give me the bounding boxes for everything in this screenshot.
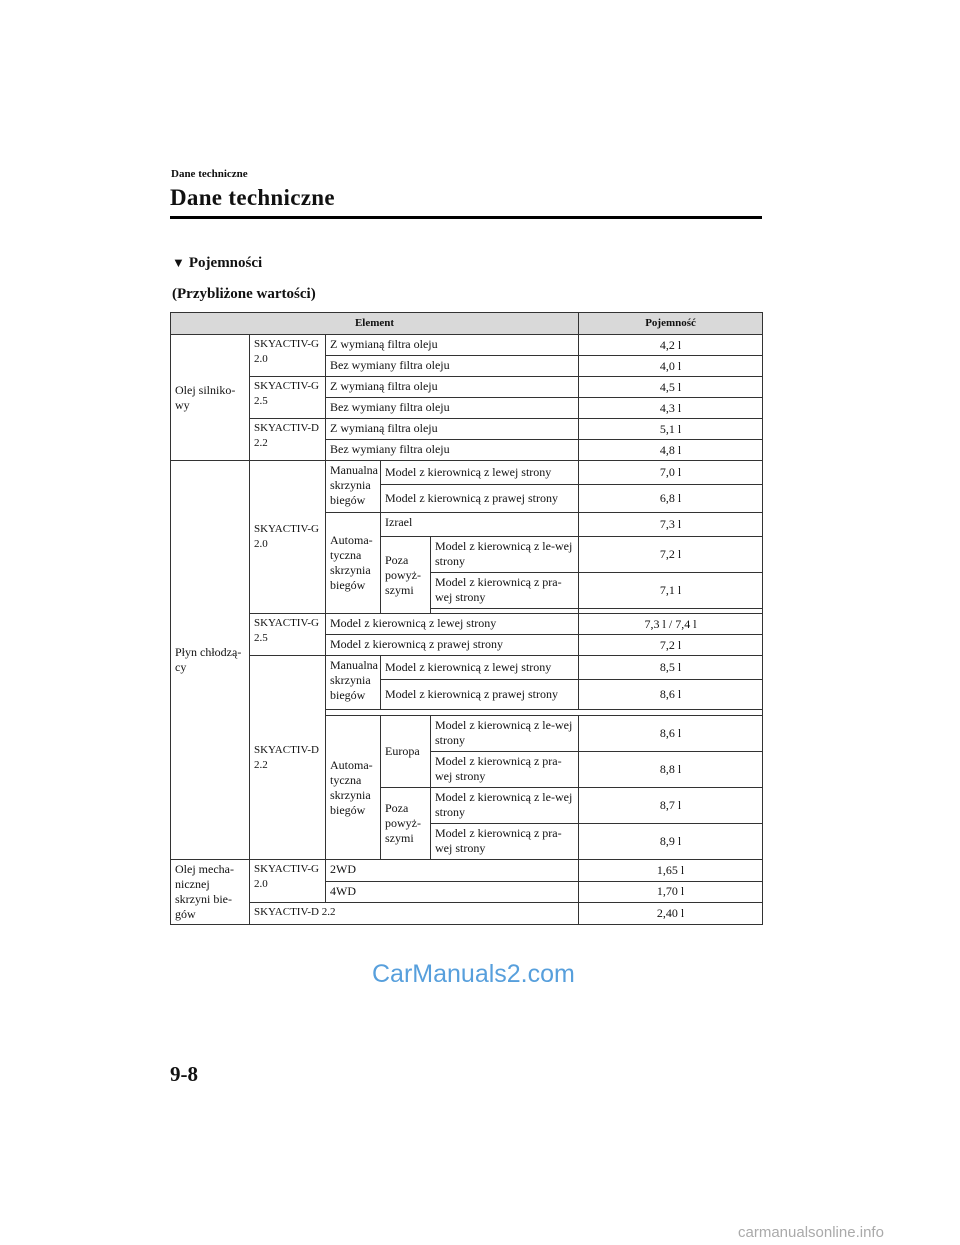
cell-value: 7,1 l	[579, 573, 763, 609]
cell-value: 4,5 l	[579, 377, 763, 398]
cell-value: 8,6 l	[579, 680, 763, 710]
manual-gearbox-label: Manualna skrzynia biegów	[326, 656, 381, 710]
cell-value: 8,6 l	[579, 716, 763, 752]
table-row	[171, 335, 763, 356]
cell-text: Model z kierownicą z pra-wej strony	[431, 752, 579, 788]
automatic-gearbox-label: Automa-tyczna skrzynia biegów	[326, 513, 381, 614]
engine-label: SKYACTIV-G 2.0	[250, 335, 326, 377]
cell-text: Bez wymiany filtra oleju	[326, 398, 579, 419]
market-label: Poza powyż-szymi	[381, 537, 431, 614]
engine-label: SKYACTIV-G 2.0	[250, 461, 326, 614]
manual-gearbox-label: Manualna skrzynia biegów	[326, 461, 381, 513]
cell-text: Model z kierownicą z pra-wej strony	[431, 573, 579, 609]
section-subtitle: (Przybliżone wartości)	[172, 286, 316, 302]
market-label: Poza powyż-szymi	[381, 788, 431, 860]
page-number: 9-8	[170, 1062, 198, 1086]
cell-value: 1,65 l	[579, 860, 763, 882]
cell-text: Model z kierownicą z lewej strony	[326, 614, 579, 635]
footer-watermark: carmanualsonline.info	[738, 1224, 884, 1241]
cell-value: 6,8 l	[579, 485, 763, 513]
cell-text: Model z kierownicą z le-wej strony	[431, 537, 579, 573]
cell-text: Bez wymiany filtra oleju	[326, 356, 579, 377]
capacities-table	[170, 312, 763, 925]
cell-value: 8,5 l	[579, 656, 763, 680]
cell-text: Model z kierownicą z le-wej strony	[431, 788, 579, 824]
cell-value: 8,9 l	[579, 824, 763, 860]
engine-label: SKYACTIV-D 2.2	[250, 656, 326, 860]
engine-label: SKYACTIV-G 2.0	[250, 860, 326, 903]
cell-value: 1,70 l	[579, 881, 763, 903]
cell-text: Z wymianą filtra oleju	[326, 335, 579, 356]
section-heading-text: Pojemności	[188, 255, 263, 271]
cell-value: 8,7 l	[579, 788, 763, 824]
engine-label: SKYACTIV-G 2.5	[250, 377, 326, 419]
cell-text: Model z kierownicą z prawej strony	[381, 680, 579, 710]
engine-label: SKYACTIV-G 2.5	[250, 614, 326, 656]
page-title: Dane techniczne	[170, 185, 335, 210]
cell-value: 5,1 l	[579, 419, 763, 440]
oil-label: Olej silniko-wy	[171, 335, 250, 461]
cell-value: 2,40 l	[579, 903, 763, 925]
table-row	[171, 656, 763, 680]
cell-value: 4,2 l	[579, 335, 763, 356]
gearbox-oil-label: Olej mecha-nicznej skrzyni bie-gów	[171, 860, 250, 925]
cell-value: 7,0 l	[579, 461, 763, 485]
cell-value: 4,8 l	[579, 440, 763, 461]
cell-text: Model z kierownicą z le-wej strony	[431, 716, 579, 752]
cell-text: Z wymianą filtra oleju	[326, 419, 579, 440]
cell-text: Bez wymiany filtra oleju	[326, 440, 579, 461]
table-row	[171, 419, 763, 440]
automatic-gearbox-label: Automa-tyczna skrzynia biegów	[326, 716, 381, 860]
cell-value: 7,3 l	[579, 513, 763, 537]
market-label: Izrael	[381, 513, 579, 537]
cell-text: Model z kierownicą z lewej strony	[381, 656, 579, 680]
cell-value: 4,3 l	[579, 398, 763, 419]
cell-text: 4WD	[326, 881, 579, 903]
section-heading	[172, 255, 262, 272]
cell-value: 7,3 l / 7,4 l	[579, 614, 763, 635]
table-row	[171, 461, 763, 485]
column-header-element: Element	[171, 313, 579, 335]
running-header: Dane techniczne	[171, 168, 248, 180]
table-row	[171, 860, 763, 882]
market-label: Europa	[381, 716, 431, 788]
cell-text: Model z kierownicą z pra-wej strony	[431, 824, 579, 860]
table-header-row	[171, 313, 763, 335]
table-row	[171, 614, 763, 635]
cell-text: Z wymianą filtra oleju	[326, 377, 579, 398]
engine-label: SKYACTIV-D 2.2	[250, 903, 579, 925]
cell-text: Model z kierownicą z prawej strony	[326, 635, 579, 656]
triangle-marker-icon: ▼	[172, 255, 185, 270]
cell-text: Model z kierownicą z lewej strony	[381, 461, 579, 485]
cell-text: Model z kierownicą z prawej strony	[381, 485, 579, 513]
cell-value: 4,0 l	[579, 356, 763, 377]
cell-value: 8,8 l	[579, 752, 763, 788]
table-row	[171, 903, 763, 925]
cell-text: 2WD	[326, 860, 579, 882]
watermark: CarManuals2.com	[372, 960, 575, 988]
table-row	[171, 377, 763, 398]
column-header-capacity: Pojemność	[579, 313, 763, 335]
title-rule	[170, 216, 762, 219]
cell-value: 7,2 l	[579, 537, 763, 573]
engine-label: SKYACTIV-D 2.2	[250, 419, 326, 461]
coolant-label: Płyn chłodzą-cy	[171, 461, 250, 860]
cell-value: 7,2 l	[579, 635, 763, 656]
